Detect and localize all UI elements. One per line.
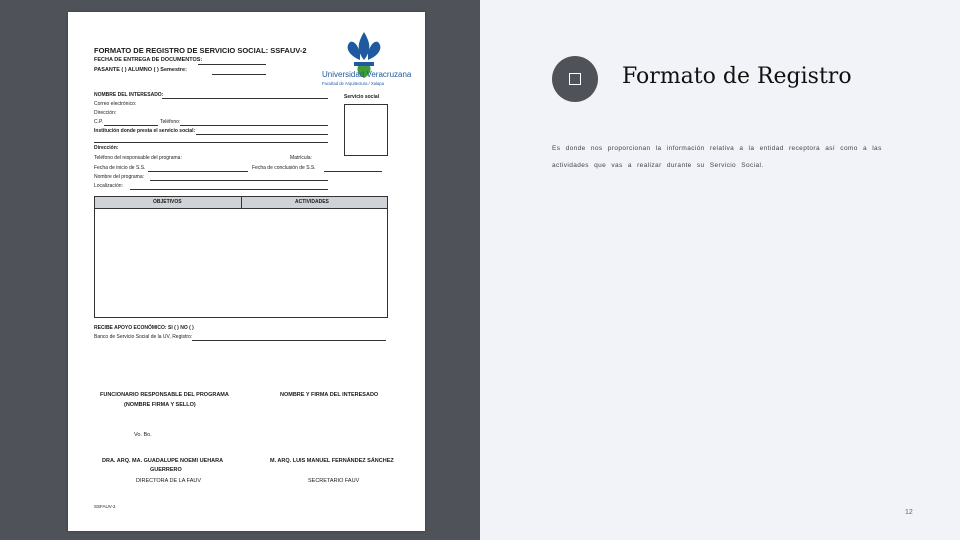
institucion-line: [196, 134, 328, 135]
telefono-line: [180, 125, 328, 126]
director-title: DIRECTORA DE LA FAUV: [136, 478, 202, 484]
field-tel-responsable: Teléfono del responsable del programa:: [94, 155, 182, 161]
nombre-line: [162, 98, 328, 99]
field-cp: C.P.: [94, 119, 104, 125]
semester-line: [212, 74, 266, 75]
sign-left-2: (NOMBRE FIRMA Y SELLO): [124, 402, 196, 408]
field-matricula: Matrícula:: [290, 155, 312, 161]
status-row: PASANTE ( ) ALUMNO ( ) Semestre:: [94, 67, 187, 73]
bank-registry: Banco de Servicio Social de la UV, Registro:: [94, 334, 193, 340]
economic-support: RECIBE APOYO ECONÓMICO: SI ( ) NO ( ): [94, 325, 194, 331]
col-actividades: ACTIVIDADES: [295, 199, 329, 205]
director-name-1: DRA. ARQ. MA. GUADALUPE NOEMI UEHARA: [102, 458, 224, 464]
field-fecha-inicio: Fecha de inicio de S.S.: [94, 165, 146, 171]
square-icon: [552, 56, 598, 102]
delivery-date-label: FECHA DE ENTREGA DE DOCUMENTOS:: [94, 57, 203, 63]
field-localizacion: Localización:: [94, 183, 123, 189]
slide-title: Formato de Registro: [622, 64, 852, 89]
institucion-line-2: [94, 142, 328, 143]
field-direccion2: Dirección:: [94, 145, 119, 151]
sign-right-1: NOMBRE Y FIRMA DEL INTERESADO: [280, 392, 379, 398]
faculty-name: Facultad de Arquitectura / Xalapa: [322, 81, 384, 86]
fecha-conclusion-line: [324, 171, 382, 172]
slide-number: 12: [905, 509, 913, 516]
registration-form-page: [68, 12, 425, 531]
field-correo: Correo electrónico:: [94, 101, 137, 107]
slide-body: Es donde nos proporcionan la información relativa a la entidad receptora así como a las actividades que vas a realizar durante su Servicio Social.: [552, 145, 882, 169]
square-icon-glyph: [569, 73, 581, 85]
vobo: Vo. Bo.: [134, 432, 152, 438]
fecha-inicio-line: [148, 171, 248, 172]
programa-line: [150, 180, 328, 181]
secretary-title: SECRETARIO FAUV: [308, 478, 360, 484]
director-name-2: GUERRERO: [150, 467, 182, 473]
form-title: FORMATO DE REGISTRO DE SERVICIO SOCIAL: SSFAUV-2: [94, 46, 307, 55]
field-institucion: Institución donde presta el servicio social:: [94, 128, 196, 134]
field-fecha-conclusion: Fecha de conclusión de S.S.: [252, 165, 316, 171]
photo-box: [344, 104, 388, 156]
objectives-table: [94, 196, 388, 318]
footer-code: SSFAUV-2: [94, 504, 116, 509]
col-objetivos: OBJETIVOS: [153, 199, 182, 205]
sign-left-1: FUNCIONARIO RESPONSABLE DEL PROGRAMA: [100, 392, 229, 398]
localizacion-line: [130, 189, 328, 190]
field-direccion: Dirección:: [94, 110, 117, 116]
photo-label: Servicio social: [344, 94, 380, 100]
field-nombre: NOMBRE DEL INTERESADO:: [94, 92, 164, 98]
table-header-divider: [241, 197, 242, 208]
delivery-date-line: [198, 64, 266, 65]
cp-line: [104, 125, 158, 126]
bank-registry-line: [192, 340, 386, 341]
field-nombre-programa: Nombre del programa:: [94, 174, 145, 180]
secretary-name: M. ARQ. LUIS MANUEL FERNÁNDEZ SÁNCHEZ: [270, 458, 394, 464]
field-telefono: Teléfono:: [160, 119, 181, 125]
university-name: Universidad Veracruzana: [322, 70, 412, 79]
